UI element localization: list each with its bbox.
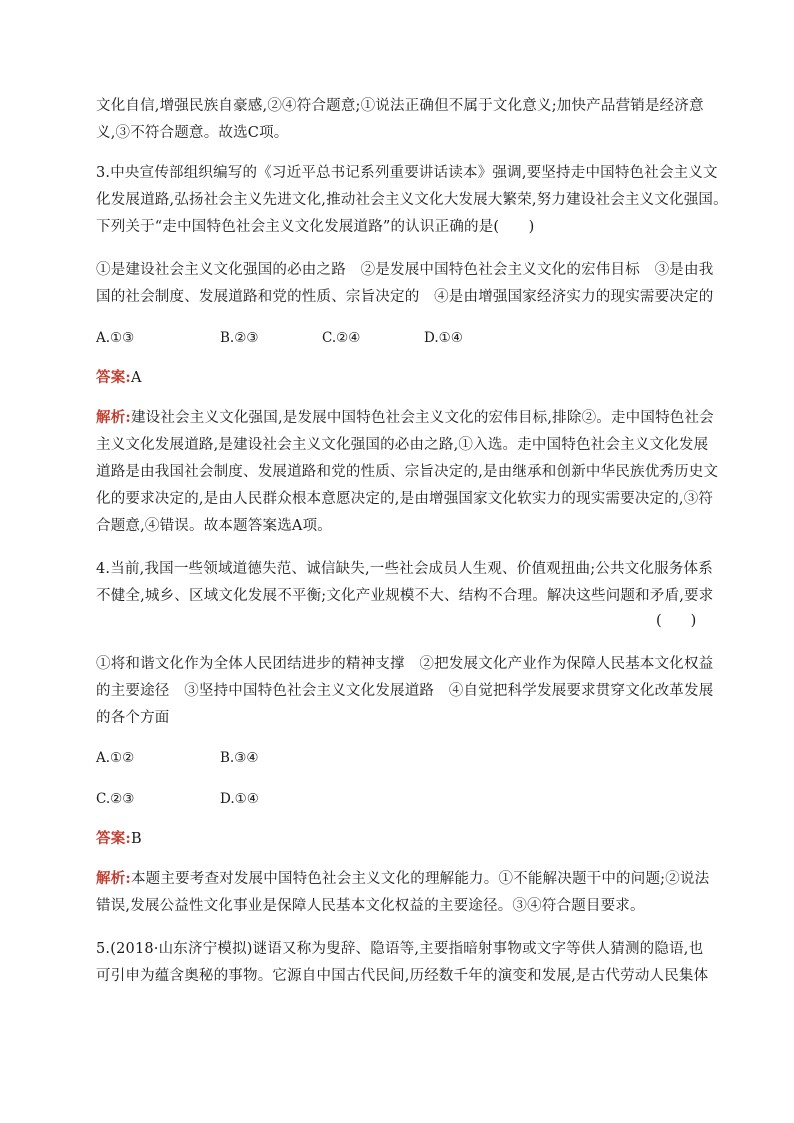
q4-stem-line-1: 4.当前,我国一些领域道德失范、诚信缺失,一些社会成员人生观、价值观扭曲;公共文化服务体系 <box>96 561 713 577</box>
q3-analysis-line-4: 化的要求决定的,是由人民群众根本意愿决定的,是由增强国家文化软实力的现实需要决定的,③符 <box>96 491 714 507</box>
q5-stem-line-1: 5.(2018·山东济宁模拟)谜语又称为叟辞、隐语等,主要指暗射事物或文字等供人猜测的隐语,也 <box>96 941 704 957</box>
q3-option-b: B.②③ <box>220 330 259 346</box>
q3-answer <box>96 368 716 388</box>
q4-answer-parentheses: ( ) <box>656 613 697 629</box>
q5-stem-line-2: 可引申为蕴含奥秘的事物。它源自中国古代民间,历经数千年的演变和发展,是古代劳动人民集体 <box>96 968 709 984</box>
q3-stem-line-2: 化发展道路,弘扬社会主义先进文化,推动社会主义文化大发展大繁荣,努力建设社会主义文化强国。 <box>96 192 728 208</box>
q4-items-line-2: 的主要途径 ③坚持中国特色社会主义文化发展道路 ④自觉把科学发展要求贯穿文化改革发展 <box>96 683 714 699</box>
intro-line-2: 义,③不符合题意。故选C项。 <box>96 125 289 141</box>
q3-option-a: A.①③ <box>96 330 135 346</box>
q4-option-a: A.①② <box>96 750 135 766</box>
q3-analysis-line-1 <box>96 408 716 428</box>
intro-line-1: 文化自信,增强民族自豪感,②④符合题意;①说法正确但不属于文化意义;加快产品营销是经济意 <box>96 98 704 114</box>
q4-option-b: B.③④ <box>220 750 259 766</box>
q4-answer <box>96 829 716 849</box>
q4-analysis-label: 解析: <box>96 870 131 887</box>
q4-answer-value: B <box>130 831 142 847</box>
q4-analysis-line-2: 错误,发展公益性文化事业是保障人民基本文化权益的主要途径。③④符合题目要求。 <box>96 898 645 914</box>
q4-analysis-text-1: 本题主要考查对发展中国特色社会主义文化的理解能力。①不能解决题干中的问题;②说法 <box>130 871 710 887</box>
q3-answer-label: 答案: <box>96 369 131 386</box>
q3-stem-line-3: 下列关于“走中国特色社会主义文化发展道路”的认识正确的是( ) <box>96 219 535 235</box>
q3-analysis-line-3: 道路是由我国社会制度、发展道路和党的性质、宗旨决定的,是由继承和创新中华民族优秀历史文 <box>96 464 719 480</box>
q4-items-line-3: 的各个方面 <box>96 710 170 726</box>
q4-stem-line-2: 不健全,城乡、区域文化发展不平衡;文化产业规模不大、结构不合理。解决这些问题和矛盾,要求 <box>96 588 714 604</box>
q4-answer-label: 答案: <box>96 830 131 847</box>
q3-analysis-line-2: 主义文化发展道路,是建设社会主义文化强国的必由之路,①入选。走中国特色社会主义文化发展 <box>96 437 709 453</box>
q4-analysis-line-1 <box>96 869 716 889</box>
q3-analysis-line-5: 合题意,④错误。故本题答案选A项。 <box>96 518 332 534</box>
q3-items-line-2: 国的社会制度、发展道路和党的性质、宗旨决定的 ④是由增强国家经济实力的现实需要决定的 <box>96 289 714 305</box>
q3-option-c: C.②④ <box>322 330 361 346</box>
q3-analysis-label: 解析: <box>96 409 131 426</box>
q3-option-d: D.①④ <box>424 330 463 346</box>
q4-option-c: C.②③ <box>96 791 135 807</box>
q3-stem-line-1: 3.中央宣传部组织编写的《习近平总书记系列重要讲话读本》强调,要坚持走中国特色社会主义文 <box>96 165 718 181</box>
q4-option-d: D.①④ <box>220 791 259 807</box>
q4-items-line-1: ①将和谐文化作为全体人民团结进步的精神支撑 ②把发展文化产业作为保障人民基本文化权益 <box>96 656 714 672</box>
q3-items-line-1: ①是建设社会主义文化强国的必由之路 ②是发展中国特色社会主义文化的宏伟目标 ③是由我 <box>96 262 714 278</box>
q3-answer-value: A <box>130 370 142 386</box>
q3-analysis-text-1: 建设社会主义文化强国,是发展中国特色社会主义文化的宏伟目标,排除②。走中国特色社会 <box>130 410 714 426</box>
